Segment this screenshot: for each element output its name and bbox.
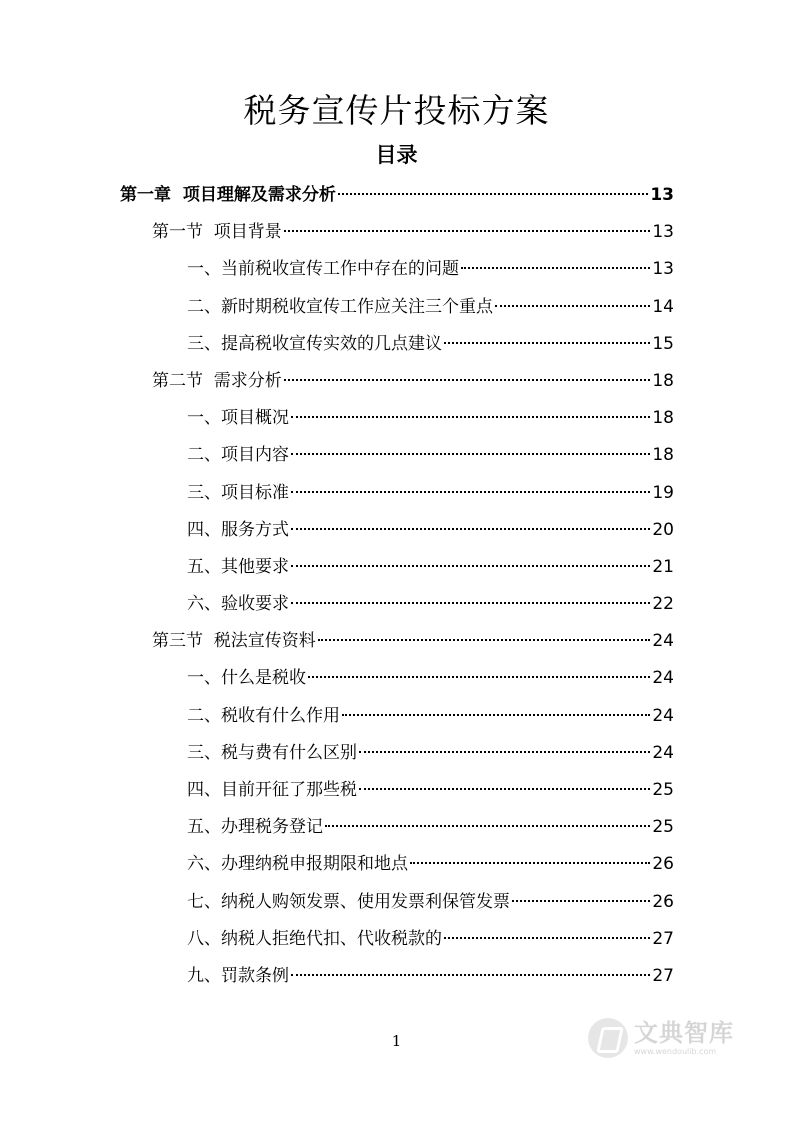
toc-entry-label: 第一节 项目背景 <box>152 222 282 243</box>
toc-dot-leader <box>359 788 650 790</box>
watermark-name: 文典智库 <box>634 1018 734 1047</box>
toc-entry-label: 四、服务方式 <box>187 519 289 540</box>
toc-dot-leader <box>291 416 650 418</box>
toc-dot-leader <box>291 974 650 976</box>
toc-entry-page: 20 <box>652 519 674 540</box>
toc-entry-item[interactable] <box>0 809 793 846</box>
toc-entry-page: 24 <box>652 668 674 689</box>
toc-entry-page: 26 <box>652 891 674 912</box>
toc-entry-page: 26 <box>652 854 674 875</box>
toc-entry-page: 14 <box>652 296 674 317</box>
toc-entry-item[interactable] <box>0 735 793 772</box>
toc-entry-item[interactable] <box>0 251 793 288</box>
toc-entry-page: 27 <box>652 965 674 986</box>
watermark <box>588 1018 734 1058</box>
toc-entry-label: 一、什么是税收 <box>187 668 306 689</box>
toc-entry-page: 13 <box>652 259 674 280</box>
toc-dot-leader <box>338 193 648 195</box>
toc-entry-label: 第一章 项目理解及需求分析 <box>120 185 336 205</box>
toc-entry-label: 三、提高税收宣传实效的几点建议 <box>187 333 442 354</box>
toc-entry-label: 二、税收有什么作用 <box>187 705 340 726</box>
toc-dot-leader <box>410 862 650 864</box>
toc-dot-leader <box>291 491 650 493</box>
toc-entry-label: 六、办理纳税申报期限和地点 <box>187 854 408 875</box>
toc-entry-item[interactable] <box>0 846 793 883</box>
toc-entry-page: 24 <box>652 631 674 652</box>
toc-entry-item[interactable] <box>0 512 793 549</box>
toc-entry-page: 24 <box>652 742 674 763</box>
toc-entry-page: 25 <box>652 780 674 800</box>
toc-entry-label: 三、税与费有什么区别 <box>187 742 357 763</box>
toc-entry-page: 25 <box>652 817 674 838</box>
toc-dot-leader <box>325 825 650 827</box>
document-title: 税务宣传片投标方案 <box>243 91 550 130</box>
toc-dot-leader <box>444 342 650 344</box>
watermark-text <box>634 1018 734 1056</box>
toc-dot-leader <box>291 602 650 604</box>
toc-entry-item[interactable] <box>0 437 793 474</box>
toc-dot-leader <box>318 639 651 641</box>
toc-entry-page: 22 <box>652 594 674 615</box>
toc-entry-item[interactable] <box>0 884 793 921</box>
table-of-contents <box>0 177 793 995</box>
toc-entry-label: 四、目前开征了那些税 <box>187 780 357 800</box>
toc-dot-leader <box>495 305 650 307</box>
toc-entry-item[interactable] <box>0 289 793 326</box>
toc-entry-item[interactable] <box>0 586 793 623</box>
toc-dot-leader <box>284 379 651 381</box>
toc-dot-leader <box>291 565 650 567</box>
toc-entry-page: 18 <box>652 370 674 391</box>
toc-dot-leader <box>291 528 650 530</box>
toc-entry-page: 27 <box>652 928 674 949</box>
toc-entry-label: 二、项目内容 <box>187 445 289 466</box>
toc-entry-section-1[interactable] <box>0 214 793 251</box>
toc-heading: 目录 <box>375 143 418 167</box>
toc-entry-label: 五、办理税务登记 <box>187 817 323 838</box>
toc-entry-page: 15 <box>652 333 674 354</box>
toc-entry-item[interactable] <box>0 475 793 512</box>
toc-entry-label: 九、罚款条例 <box>187 965 289 986</box>
toc-entry-page: 13 <box>652 222 674 243</box>
toc-dot-leader <box>284 230 651 232</box>
toc-dot-leader <box>359 751 650 753</box>
toc-dot-leader <box>291 453 650 455</box>
toc-entry-page: 19 <box>652 482 674 503</box>
toc-entry-page: 18 <box>652 445 674 466</box>
toc-entry-label: 第二节 需求分析 <box>152 370 282 391</box>
toc-entry-label: 三、项目标准 <box>187 482 289 503</box>
toc-entry-item[interactable] <box>0 660 793 697</box>
toc-entry-label: 六、验收要求 <box>187 594 289 615</box>
toc-entry-item[interactable] <box>0 326 793 363</box>
toc-dot-leader <box>512 900 650 902</box>
toc-entry-page: 21 <box>652 556 674 577</box>
toc-entry-page: 13 <box>650 185 674 205</box>
toc-entry-label: 七、纳税人购领发票、使用发票利保管发票 <box>187 891 510 912</box>
toc-entry-label: 第三节 税法宣传资料 <box>152 631 316 652</box>
toc-entry-page: 18 <box>652 408 674 429</box>
toc-dot-leader <box>342 714 650 716</box>
toc-entry-item[interactable] <box>0 698 793 735</box>
document-logo-icon <box>588 1018 628 1058</box>
toc-dot-leader <box>461 267 650 269</box>
toc-entry-page: 24 <box>652 705 674 726</box>
toc-entry-section-2[interactable] <box>0 363 793 400</box>
toc-entry-chapter-1[interactable] <box>0 177 793 214</box>
toc-entry-label: 二、新时期税收宣传工作应关注三个重点 <box>187 296 493 317</box>
toc-entry-label: 八、纳税人拒绝代扣、代收税款的 <box>187 928 442 949</box>
watermark-url: www.wendoulib.com <box>634 1046 717 1056</box>
toc-entry-label: 一、当前税收宣传工作中存在的问题 <box>187 259 459 280</box>
toc-entry-item[interactable] <box>0 549 793 586</box>
page-number: 1 <box>391 1032 402 1050</box>
toc-entry-item[interactable] <box>0 921 793 958</box>
toc-entry-label: 五、其他要求 <box>187 556 289 577</box>
toc-dot-leader <box>308 676 650 678</box>
toc-entry-item[interactable] <box>0 400 793 437</box>
toc-entry-item[interactable] <box>0 958 793 995</box>
toc-entry-item[interactable] <box>0 772 793 809</box>
toc-entry-section-3[interactable] <box>0 623 793 660</box>
toc-dot-leader <box>444 937 650 939</box>
toc-entry-label: 一、项目概况 <box>187 408 289 429</box>
